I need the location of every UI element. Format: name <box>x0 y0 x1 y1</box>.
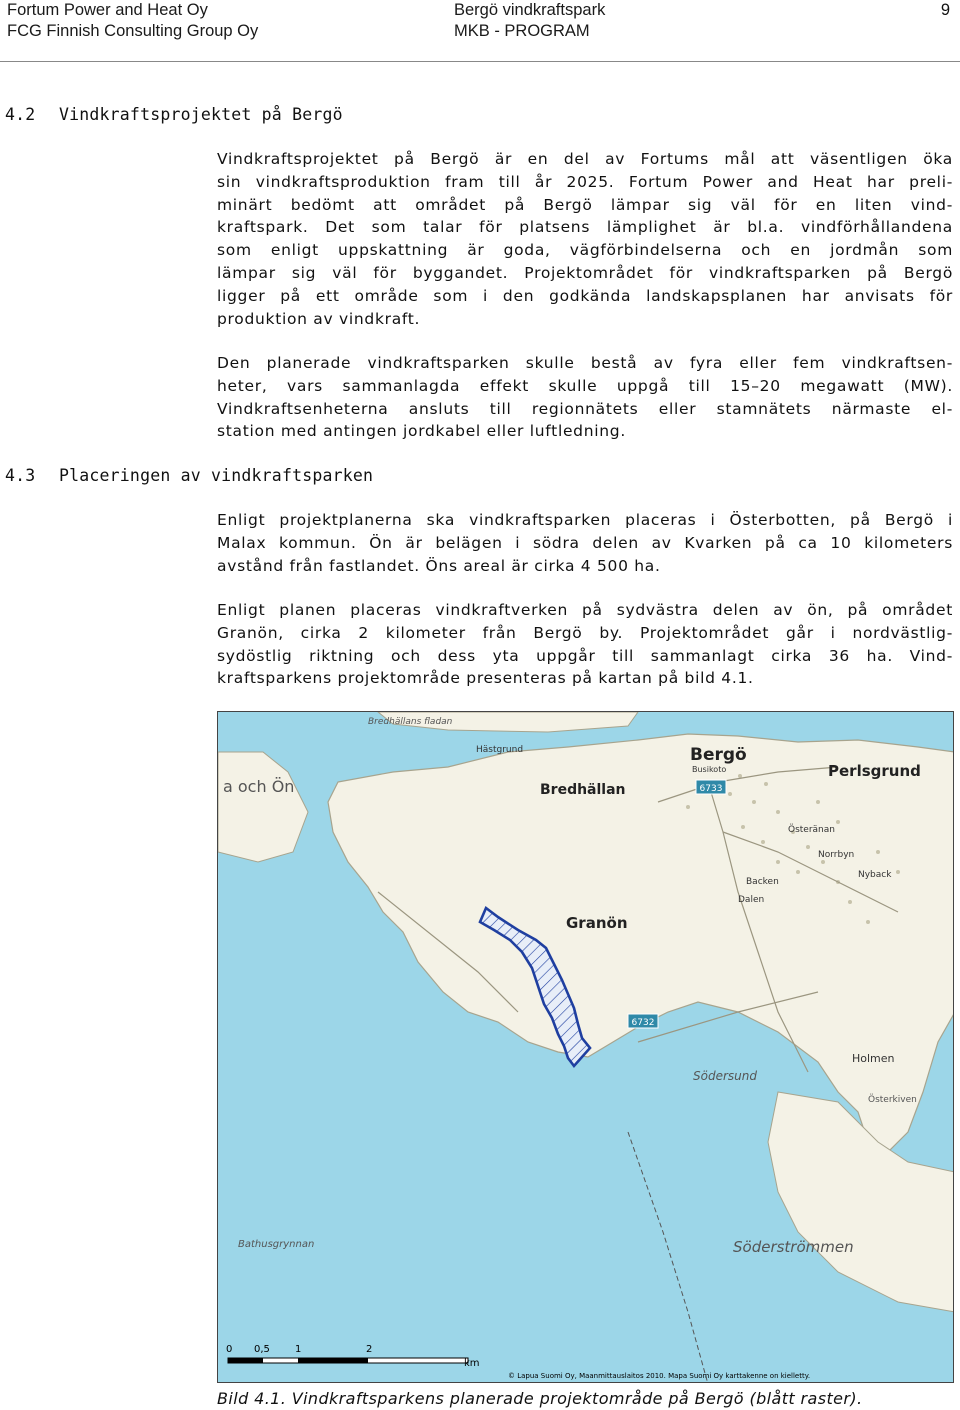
scale-tick: 2 <box>366 1344 373 1355</box>
header-project-line2: MKB - PROGRAM <box>454 22 590 40</box>
header-project-line1: Bergö vindkraftspark <box>454 1 606 19</box>
section-heading-4-3 <box>5 465 373 487</box>
text-line: som enligt uppskattning är goda, vägförbindelserna och en jordmån som <box>217 241 953 260</box>
page-number: 9 <box>940 1 950 19</box>
place-label-busikoto: Busikoto <box>692 765 727 774</box>
project-area-map <box>217 711 954 1383</box>
place-label-osterkiven: Österkiven <box>868 1095 917 1105</box>
text-line: Vindkraftsprojektet på Bergö är en del av Fortums mål att väsentligen öka <box>217 150 953 168</box>
paragraph-4-3-1 <box>217 509 953 577</box>
road-sign-label: 6733 <box>699 784 723 794</box>
text-line: Den planerade vindkraftsparken skulle bestå av fyra eller fem vindkraftsen- <box>217 354 953 372</box>
road-sign-6732 <box>628 1014 658 1028</box>
section-title: Placeringen av vindkraftsparken <box>59 466 374 485</box>
text-line: sin vindkraftsproduktion fram till år 2025. Fortum Power and Heat har preli- <box>217 172 953 191</box>
text-line: Malax kommun. Ön är belägen i södra delen av Kvarken på ca 10 kilometers <box>217 533 953 552</box>
scale-tick: 0,5 <box>254 1344 270 1355</box>
map-canvas <box>218 712 954 1383</box>
place-label-bergo: Bergö <box>690 745 747 765</box>
map-copyright: © Lapua Suomi Oy, Maanmittauslaitos 2010. Mapa Suomi Oy karttakenne on kielletty. <box>508 1372 811 1380</box>
text-line: minärt bedömt att området på Bergö lämpar sig väl för en liten vind- <box>217 195 953 214</box>
text-line: Granön, cirka 2 kilometer från Bergö by. Projektområdet går i nordvästlig- <box>217 623 953 642</box>
header-company <box>7 0 258 42</box>
header-company-line1: Fortum Power and Heat Oy <box>7 1 208 19</box>
place-label-backen: Backen <box>746 877 779 887</box>
paragraph-4-3-2 <box>217 599 953 690</box>
place-label-holmen: Holmen <box>852 1052 895 1065</box>
section-title: Vindkraftsprojektet på Bergö <box>59 105 343 124</box>
place-label-osteranan: Österänan <box>788 825 835 835</box>
header-project <box>454 0 605 42</box>
text-line: Enligt projektplanerna ska vindkraftsparken placeras i Österbotten, på Bergö i <box>217 511 953 529</box>
text-line: ligger på ett område som i den godkända landskapsplanen har anvisats för <box>217 286 953 305</box>
place-label-bredhallan: Bredhällan <box>540 782 626 798</box>
scale-tick: 1 <box>295 1344 302 1355</box>
section-number: 4.3 <box>5 466 36 485</box>
text-line: sydöstlig riktning och dess yta uppgår till sammanlagt cirka 36 ha. Vind- <box>217 646 953 665</box>
paragraph-4-2-1 <box>217 148 953 330</box>
place-label-och-on: a och Ön <box>223 777 295 796</box>
place-label-nyback: Nyback <box>858 870 892 880</box>
road-sign-6733 <box>696 780 726 794</box>
place-label-bathusgrynnan: Bathusgrynnan <box>238 1239 315 1250</box>
scale-tick: 0 <box>226 1344 233 1355</box>
text-line: Enligt planen placeras vindkraftverken på sydvästra delen av ön, på området <box>217 601 953 619</box>
place-label-norrbyn: Norrbyn <box>818 850 855 860</box>
section-heading-4-2 <box>5 104 343 126</box>
section-number: 4.2 <box>5 105 36 124</box>
place-label-sodersund: Södersund <box>693 1069 757 1083</box>
paragraph-4-2-2 <box>217 352 953 443</box>
header-divider <box>0 61 960 62</box>
text-line: avstånd från fastlandet. Öns areal är cirka 4 500 ha. <box>217 556 661 575</box>
text-line: station med antingen jordkabel eller luftledning. <box>217 422 626 441</box>
figure-caption: Bild 4.1. Vindkraftsparkens planerade projektområde på Bergö (blått raster). <box>217 1389 863 1408</box>
place-label-perlsgrund: Perlsgrund <box>828 762 921 780</box>
text-line: Vindkraftsenheterna ansluts till regionnätets eller stamnätets närmaste el- <box>217 399 953 418</box>
text-line: kraftspark. Det som talar för platsens lämplighet är bl.a. vindförhållandena <box>217 218 953 237</box>
place-label-soderstrommen: Söderströmmen <box>733 1238 854 1256</box>
place-label-granon: Granön <box>566 914 628 932</box>
road-sign-label: 6732 <box>631 1018 655 1028</box>
header-company-line2: FCG Finnish Consulting Group Oy <box>7 22 259 40</box>
scale-unit: km <box>464 1358 480 1369</box>
text-line: lämpar sig väl för byggandet. Projektområdet för vindkraftsparken på Bergö <box>217 263 953 282</box>
place-label-dalen: Dalen <box>738 895 765 905</box>
text-line: produktion av vindkraft. <box>217 309 421 328</box>
text-line: kraftsparkens projektområde presenteras på kartan på bild 4.1. <box>217 669 754 688</box>
place-label-hastgrund: Hästgrund <box>476 745 524 755</box>
text-line: heter, vars sammanlagda effekt skulle uppgå till 15–20 megawatt (MW). <box>217 376 953 395</box>
place-label-top-strip: Bredhällans fladan <box>368 717 453 727</box>
